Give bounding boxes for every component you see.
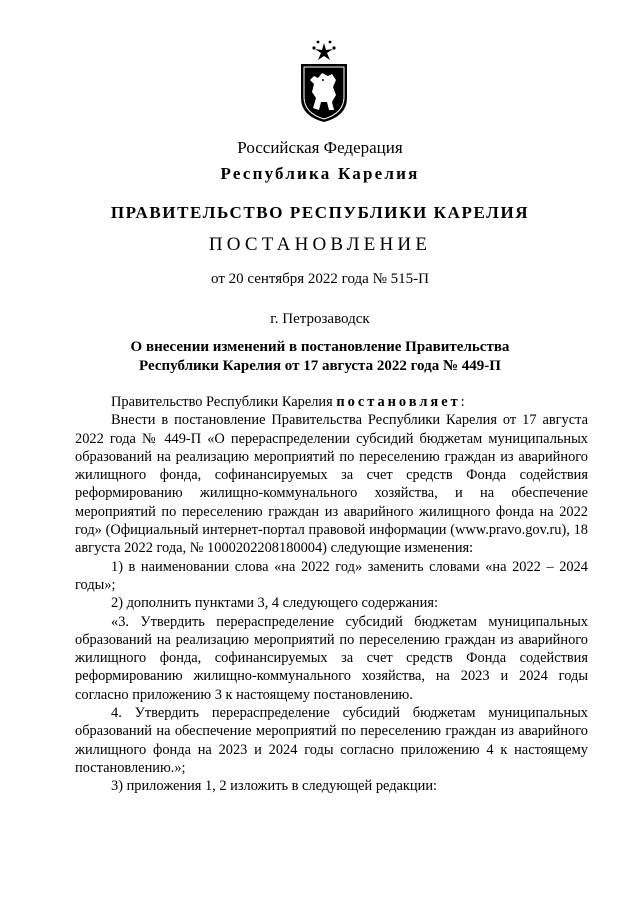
document-subject xyxy=(0,338,640,376)
paragraph-6: 3) приложения 1, 2 изложить в следующей редакции: xyxy=(111,778,438,795)
city: г. Петрозаводск xyxy=(270,311,370,327)
document-body xyxy=(75,393,588,796)
paragraph-2: 1) в наименовании слова «на 2022 год» заменить словами «на 2022 – 2024 годы»; xyxy=(75,558,588,593)
paragraph-1: Внести в постановление Правительства Республики Карелия от 17 августа 2022 года № 449-П «О перераспределении субсидий бюджетам муниципальных образований на реализацию мероприятий по переселению граждан из аварийного жилищного фонда, софинансируемых за счет средств Фонда содействия реформированию жилищно-коммунального хозяйства, и на обеспечение мероприятий по переселению граждан из аварийного жилищного фонда на 2022 год» (Официальный интернет-портал правовой информации (www.pravo.gov.ru), 18 августа 2022 года, № 1000202208180004) следующие изменения: xyxy=(75,412,588,557)
paragraph-3: 2) дополнить пунктами 3, 4 следующего содержания: xyxy=(111,595,438,612)
intro-spaced-word: постановляет xyxy=(336,394,461,410)
paragraph-4: «3. Утвердить перераспределение субсидий бюджетам муниципальных образований на реализацию мероприятий по переселению граждан из аварийного жилищного фонда, софинансируемых за счет средств Фонда содействия реформированию жилищно-коммунального хозяйства, на 2023 и 2024 годы согласно приложению 3 к настоящему постановлению. xyxy=(75,613,588,703)
paragraph-5: 4. Утвердить перераспределение субсидий бюджетам муниципальных образований на обеспечение мероприятий по переселению граждан из аварийного жилищного фонда на 2023 и 2024 годы согласно приложению 4 к настоящему постановлению.»; xyxy=(75,705,588,776)
intro-paragraph xyxy=(75,393,588,411)
country-name: Российская Федерация xyxy=(237,138,403,157)
karelia-coat-of-arms-icon xyxy=(296,40,352,124)
date-number: от 20 сентября 2022 года № 515-П xyxy=(211,271,429,287)
intro-prefix: Правительство Республики Карелия xyxy=(111,394,337,410)
document-type: ПОСТАНОВЛЕНИЕ xyxy=(208,234,432,255)
government-title: ПРАВИТЕЛЬСТВО РЕСПУБЛИКИ КАРЕЛИЯ xyxy=(110,203,530,222)
intro-suffix: : xyxy=(460,394,465,410)
subject-line-1: О внесении изменений в постановление Правительства xyxy=(130,339,510,355)
subject-line-2: Республики Карелия от 17 августа 2022 года № 449-П xyxy=(139,358,501,374)
republic-name: Республика Карелия xyxy=(220,164,420,183)
